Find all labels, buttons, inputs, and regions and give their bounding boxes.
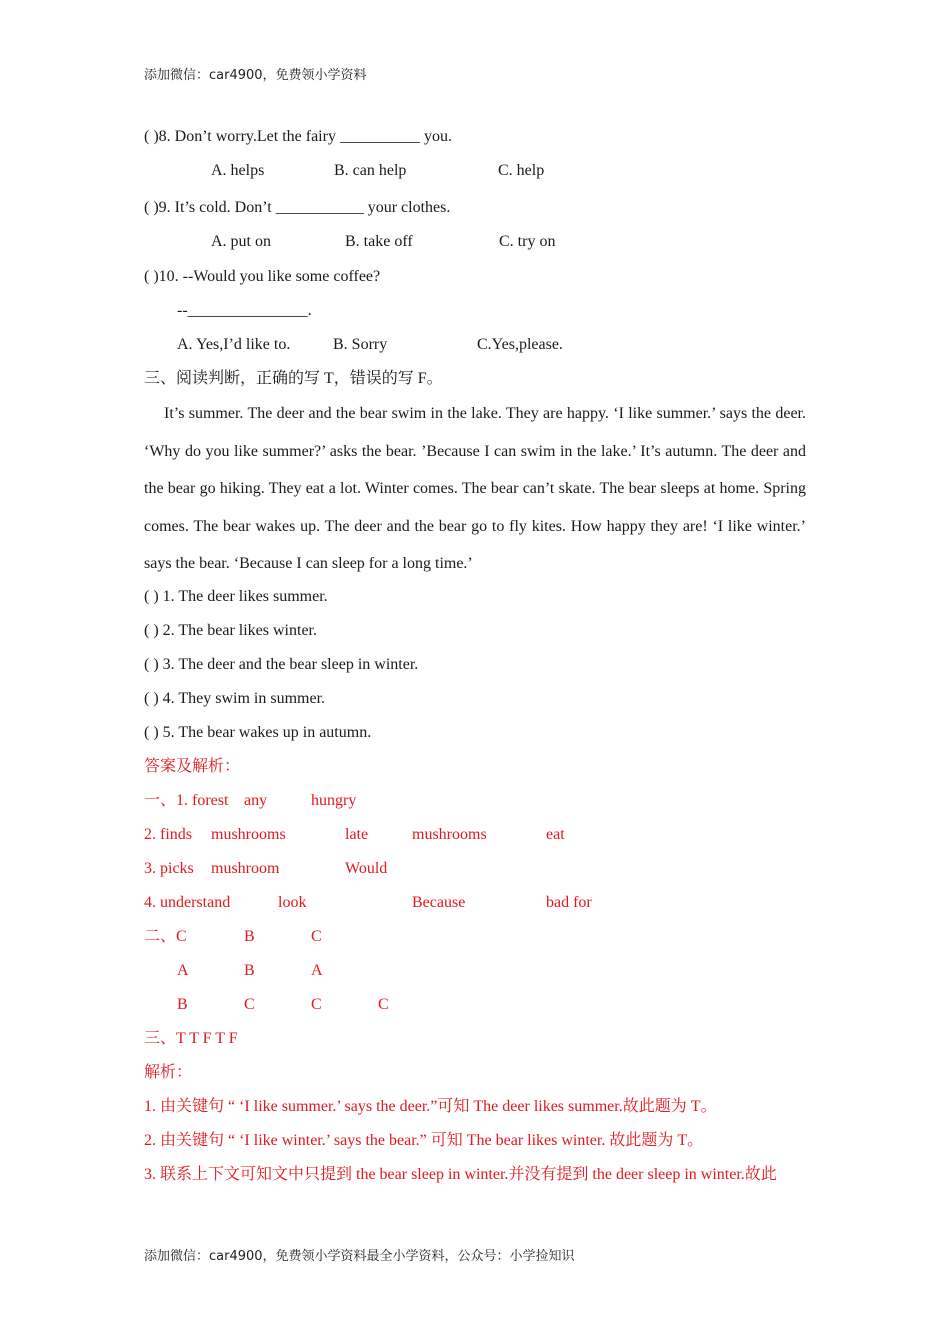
q9-option-b: B. take off (345, 233, 413, 250)
answer-s2-letter: B (177, 996, 188, 1013)
q9-stem: ( )9. It’s cold. Don’t ___________ your clothes. (144, 199, 451, 216)
analysis-line-2: 2. 由关键句 “ ‘I like winter.’ says the bear.” 可知 The bear likes winter. 故此题为 T。 (144, 1132, 704, 1149)
q9-option-a: A. put on (211, 233, 271, 250)
analysis-line-3: 3. 联系上下文可知文中只提到 the bear sleep in winter.并没有提到 the deer sleep in winter.故此 (144, 1166, 777, 1183)
tf-item-1: ( ) 1. The deer likes summer. (144, 588, 328, 605)
answer-1-label: 一、1. forest (144, 792, 229, 809)
answer-4-word: bad for (546, 894, 592, 911)
reading-passage: It’s summer. The deer and the bear swim in the lake. They are happy. ‘I like summer.’ says the deer. ‘Why do you like summer?’ asks the bear. ’Because I can swim in the lake.’ It’s autumn. The deer and the bear go hiking. They eat a lot. Winter comes. The bear can’t skate. The bear sleeps at home. Spring comes. The bear wakes up. The deer and the bear go to fly kites. How happy they are! ‘I like winter.’ says the bear. ‘Because I can sleep for a long time.’ (144, 405, 806, 572)
answer-3-label: 3. picks (144, 860, 194, 877)
answer-s2-letter: A (311, 962, 323, 979)
q9-option-c: C. try on (499, 233, 556, 250)
page-header: 添加微信：car4900，免费领小学资料 (144, 68, 367, 83)
answer-4-word: look (278, 894, 307, 911)
answer-s2-letter: C (311, 996, 322, 1013)
answer-s2-letter: C (378, 996, 389, 1013)
answer-s3: 三、T T F T F (144, 1030, 238, 1047)
answer-s2-letter: B (244, 962, 255, 979)
answer-2-word: eat (546, 826, 565, 843)
answers-title: 答案及解析： (144, 758, 241, 775)
analysis-title: 解析： (144, 1064, 193, 1081)
q10-option-b: B. Sorry (333, 336, 388, 353)
q8-option-a: A. helps (211, 162, 265, 179)
tf-item-4: ( ) 4. They swim in summer. (144, 690, 326, 707)
answer-4-word: Because (412, 894, 466, 911)
tf-item-5: ( ) 5. The bear wakes up in autumn. (144, 724, 372, 741)
answer-4-label: 4. understand (144, 894, 231, 911)
answer-s2-letter: C (311, 928, 322, 945)
answer-2-word: mushrooms (412, 826, 487, 843)
q10-option-c: C.Yes,please. (477, 336, 563, 353)
tf-item-2: ( ) 2. The bear likes winter. (144, 622, 317, 639)
q8-stem: ( )8. Don’t worry.Let the fairy __________ you. (144, 128, 452, 145)
section3-title: 三、阅读判断，正确的写 T，错误的写 F。 (144, 370, 443, 387)
answer-1-word: any (244, 792, 268, 809)
q8-option-b: B. can help (334, 162, 407, 179)
answer-s2-letter: B (244, 928, 255, 945)
answer-s2-letter: C (244, 996, 255, 1013)
answer-2-word: late (345, 826, 369, 843)
q10-stem: ( )10. --Would you like some coffee? (144, 268, 381, 285)
answer-2-label: 2. finds (144, 826, 192, 843)
answer-s2-letter: A (177, 962, 189, 979)
page-footer: 添加微信：car4900，免费领小学资料最全小学资料，公众号：小学捡知识 (144, 1249, 575, 1264)
q10-blank: --_______________. (177, 302, 312, 319)
q8-option-c: C. help (498, 162, 545, 179)
analysis-line-1: 1. 由关键句 “ ‘I like summer.’ says the deer.”可知 The deer likes summer.故此题为 T。 (144, 1098, 717, 1115)
answer-2-word: mushrooms (211, 826, 286, 843)
answer-3-word: mushroom (211, 860, 280, 877)
answer-3-word: Would (345, 860, 388, 877)
q10-option-a: A. Yes,I’d like to. (177, 336, 291, 353)
tf-item-3: ( ) 3. The deer and the bear sleep in winter. (144, 656, 419, 673)
answer-1-word: hungry (311, 792, 357, 809)
answer-s2-label: 二、C (144, 928, 187, 945)
